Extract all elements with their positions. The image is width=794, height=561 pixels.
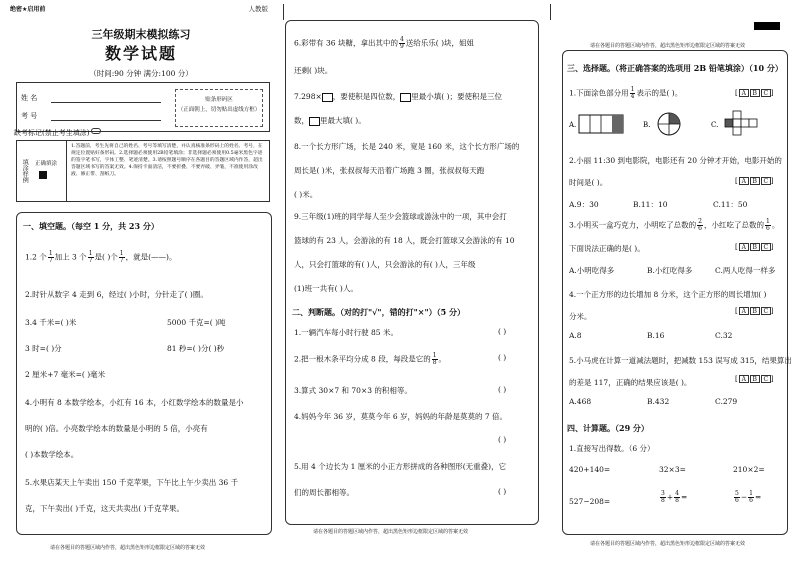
q7-text-a: 7.298× bbox=[294, 92, 322, 101]
secret-label: 绝密★启用前 bbox=[10, 6, 46, 13]
fill-sample-right: 正确填涂 bbox=[35, 161, 58, 167]
q2-2: 2.把一根木条平均分成 8 段，每段是它的 $\frac{1}{8}$ 。 bbox=[294, 352, 447, 366]
fraction-1-7-b: $\frac{1}{7}$ bbox=[88, 250, 93, 264]
column-3 bbox=[560, 0, 792, 561]
q1-9b: 篮球的有 23 人，会游泳的有 18 人，既会打篮球又会游泳的有 10 bbox=[294, 236, 515, 245]
column-1 bbox=[10, 0, 272, 561]
section-1-title: 一、填空题。（每空 1 分，共 23 分） bbox=[23, 221, 159, 231]
option-c[interactable]: C bbox=[761, 375, 771, 383]
column-2 bbox=[283, 0, 541, 561]
q6-text-a: 6.彩带有 36 块糖，拿出其中的 bbox=[294, 38, 398, 48]
column-divider bbox=[283, 4, 284, 20]
q1-9c: 人，只会打篮球的有( )人，只会游泳的有( )人，三年级 bbox=[294, 260, 476, 269]
q3-4a: 4.一个正方形的边长增加 8 分米，这个正方形的周长增加( ) bbox=[569, 290, 767, 299]
section-3-box bbox=[562, 50, 792, 535]
q2-1-answer[interactable]: ( ) bbox=[498, 327, 507, 336]
option-a[interactable]: A bbox=[739, 307, 749, 315]
option-a[interactable]: A bbox=[739, 375, 749, 383]
fraction-4-8: $\frac{4}{8}$ bbox=[675, 490, 679, 504]
q3-4b: 分米。 bbox=[569, 312, 592, 321]
fraction-4-9: $\frac{4}{9}$ bbox=[399, 36, 404, 50]
blank-square-icon bbox=[309, 117, 320, 126]
student-info-box bbox=[16, 82, 270, 132]
barcode-area bbox=[175, 89, 263, 127]
marker-bar bbox=[754, 22, 780, 30]
fill-sample-label: 填涂样例 bbox=[21, 159, 29, 183]
q3-2-opt-a: A.9：30 bbox=[569, 200, 599, 209]
q3-2-opt-c: C.11：50 bbox=[713, 200, 748, 209]
option-a[interactable]: A bbox=[739, 177, 749, 185]
exam-time: （时间:90 分钟 满分:100 分） bbox=[89, 69, 193, 78]
fraction-1-4: $\frac{1}{4}$ bbox=[630, 86, 635, 100]
fraction-1-7-a: $\frac{1}{7}$ bbox=[48, 250, 53, 264]
q1-9a: 9.三年级(1)班的同学每人至少会篮球或游泳中的一项，其中会打 bbox=[294, 212, 507, 221]
q3-5a: 5.小马虎在计算一道减法题时，把减数 153 误写成 315，结果算出 bbox=[569, 356, 792, 365]
q3-5-options: [ A B C ] bbox=[735, 375, 774, 383]
q3-1 bbox=[569, 87, 682, 100]
shape-options-figure bbox=[567, 109, 787, 139]
fraction-1-7-c: $\frac{1}{7}$ bbox=[119, 250, 124, 264]
calc-2: 32×3= bbox=[659, 465, 686, 474]
calc-3: 210×2= bbox=[733, 465, 765, 474]
option-b[interactable]: B bbox=[750, 307, 760, 315]
q1-7b bbox=[294, 115, 366, 126]
exam-title: 数学试题 bbox=[104, 44, 177, 63]
q3-2a: 2.小丽 11:30 到电影院，电影还有 20 分钟才开始，电影开始的 bbox=[569, 156, 782, 165]
q2-2-answer[interactable]: ( ) bbox=[498, 353, 507, 362]
option-b[interactable]: B bbox=[750, 375, 760, 383]
section-2-title: 二、判断题。（对的打"√"，错的打"×"）（5 分） bbox=[292, 307, 465, 317]
footer-note-2: 请在各题目的答题区域内作答，超出黑色矩形边框限定区域的答案无效 bbox=[313, 529, 469, 535]
q7-text-c: 里最小填( )；要使积是三位 bbox=[411, 92, 503, 101]
q1-text-b: 加上 3 个 bbox=[54, 252, 87, 262]
q3-3-options: [ A B C ] bbox=[735, 243, 774, 251]
calc-6: $\frac{5}{6}$ − $\frac{1}{6}$ = bbox=[735, 490, 762, 504]
q3-5-opt-a: A.468 bbox=[569, 397, 592, 406]
section-4-sub: 1.直接写出得数。（6 分） bbox=[569, 444, 655, 453]
q1-text-c: 是( )个 bbox=[94, 252, 118, 262]
q3-1-text-b: 表示的是( )。 bbox=[636, 88, 683, 98]
q2-3-answer[interactable]: ( ) bbox=[498, 385, 507, 394]
q1-4b: 明的( )倍。小亮数学绘本的数量是小明的 5 倍，小亮有 bbox=[25, 424, 208, 433]
fraction-1-6: $\frac{1}{6}$ bbox=[765, 218, 770, 232]
q3-2-options: [ A B C ] bbox=[735, 177, 774, 185]
option-c[interactable]: C bbox=[761, 177, 771, 185]
q1-8c: ( )米。 bbox=[294, 190, 318, 199]
q1-3c: 3 时=( )分 bbox=[25, 344, 62, 353]
q3-4-opt-a: A.8 bbox=[569, 331, 582, 340]
q1-text-d: ，就是(——)。 bbox=[125, 252, 177, 262]
q2-5b: 们的周长都相等。 bbox=[294, 488, 354, 497]
filled-mark-icon bbox=[39, 171, 47, 179]
q3-5-opt-c: C.279 bbox=[715, 397, 738, 406]
option-a[interactable]: A bbox=[739, 243, 749, 251]
option-c[interactable]: C bbox=[761, 89, 771, 97]
q1-3d: 81 秒=( )分( )秒 bbox=[167, 344, 225, 353]
fraction-2-6: $\frac{2}{6}$ bbox=[698, 218, 702, 232]
option-a[interactable]: A bbox=[739, 89, 749, 97]
shape-c-label: C. bbox=[711, 121, 719, 129]
q1-8a: 8.一个长方形广场，长是 240 米，宽是 160 米，这个长方形广场的 bbox=[294, 142, 520, 151]
q1-6a bbox=[294, 37, 474, 50]
q2-2-text: 2.把一根木条平均分成 8 段，每段是它的 bbox=[294, 354, 431, 364]
exam-subtitle: 三年级期末模拟练习 bbox=[91, 28, 191, 41]
absent-mark bbox=[14, 128, 89, 138]
shape-a-label: A. bbox=[569, 121, 577, 129]
blank-square-icon bbox=[400, 93, 411, 102]
name-label: 姓 名 bbox=[21, 94, 38, 102]
footer-note-3: 请在各题目的答题区域内作答，超出黑色矩形边框限定区域的答案无效 bbox=[590, 541, 746, 547]
q1-5b: 克，下午卖出( )千克，这天共卖出( )千克苹果。 bbox=[25, 504, 184, 513]
option-b[interactable]: B bbox=[750, 243, 760, 251]
exam-number-field[interactable] bbox=[51, 120, 161, 121]
q3-1-options: [ A B C ] bbox=[735, 89, 774, 97]
q1-3e: 2 厘米+7 毫米=( )毫米 bbox=[25, 370, 106, 379]
q2-4-answer[interactable]: ( ) bbox=[498, 435, 507, 444]
q1-6b: 还剩( )块。 bbox=[294, 66, 333, 75]
q3-5b: 的差是 117，正确的结果应该是( )。 bbox=[569, 378, 692, 387]
q2-5-answer[interactable]: ( ) bbox=[498, 487, 507, 496]
q2-3: 3.算式 30×7 和 70×3 的积相等。 bbox=[294, 386, 412, 395]
q3-3-text-a: 3.小明买一盒巧克力，小明吃了总数的 bbox=[569, 220, 697, 230]
exam-number-label: 考 号 bbox=[21, 112, 38, 120]
q3-3-opt-b: B.小红吃得多 bbox=[647, 266, 693, 275]
calc-1: 420+140= bbox=[569, 465, 611, 474]
fraction-1-8: $\frac{1}{8}$ bbox=[432, 352, 437, 366]
q1-9d: (1)班一共有( )人。 bbox=[294, 284, 358, 293]
option-c[interactable]: C bbox=[761, 243, 771, 251]
q3-3-opt-c: C.两人吃得一样多 bbox=[715, 266, 776, 275]
q3-4-opt-c: C.32 bbox=[715, 331, 733, 340]
q1-3a: 3.4 千米=( )米 bbox=[25, 318, 77, 327]
barcode-title: 贴条形码区 bbox=[205, 97, 233, 103]
absent-checkbox[interactable] bbox=[91, 128, 101, 134]
section-4-title: 四、计算题。（29 分） bbox=[567, 423, 649, 433]
section-1-continued-box bbox=[285, 20, 539, 525]
option-b[interactable]: B bbox=[750, 89, 760, 97]
q1-text-a: 1.2 个 bbox=[25, 252, 47, 262]
option-c[interactable]: C bbox=[761, 307, 771, 315]
option-b[interactable]: B bbox=[750, 177, 760, 185]
q7-text-d: 数， bbox=[294, 116, 309, 125]
instructions-box bbox=[16, 140, 270, 202]
q2-4: 4.妈妈今年 36 岁，莫莫今年 6 岁，妈妈的年龄是莫莫的 7 倍。 bbox=[294, 412, 508, 421]
q3-2b: 时间是( )。 bbox=[569, 178, 608, 187]
q3-3-opt-a: A.小明吃得多 bbox=[569, 266, 615, 275]
blank-square-icon bbox=[322, 93, 333, 102]
q1-4c: ( )本数学绘本。 bbox=[25, 450, 79, 459]
shape-c bbox=[725, 111, 757, 135]
q3-3-text-b: ，小红吃了总数的 bbox=[703, 220, 764, 230]
q3-1-text-a: 1.下面涂色部分用 bbox=[569, 88, 629, 98]
shape-b-label: B. bbox=[643, 121, 651, 129]
column-divider bbox=[550, 4, 551, 20]
fraction-3-8: $\frac{3}{8}$ bbox=[661, 490, 665, 504]
q2-5a: 5.用 4 个边长为 1 厘米的小正方形拼成的各种图形(无重叠)，它 bbox=[294, 462, 507, 471]
barcode-note: （正面朝上，切勿贴出虚线方框） bbox=[177, 106, 261, 113]
instructions-text: 1.答题前，考生先将自己的姓名、考号等填写清楚，并认真核准条形码上的姓名、考号，在规定位置贴好条形码。2.选择题必须使用2B铅笔填涂；非选择题必须使用0.5毫米黑色字迹的签字笔书写，字体工整、笔迹清楚。3.请按照题号顺序在各题目的答题区域内作答，超出答题区域书写的答案无效。4.保持卡面清洁，不要折叠、不要弄破、弄皱，不准使用涂改液、修正带、刮纸刀。 bbox=[71, 144, 263, 177]
q1-4a: 4.小明有 8 本数学绘本，小红有 16 本，小红数学绘本的数量是小 bbox=[25, 398, 244, 407]
q3-5-opt-b: B.432 bbox=[647, 397, 670, 406]
fill-sample bbox=[17, 141, 67, 201]
q1-5a: 5.水果店某天上午卖出 150 千克苹果，下午比上午少卖出 36 千 bbox=[25, 478, 239, 487]
q3-3a: 3.小明买一盒巧克力，小明吃了总数的 $\frac{2}{6}$ ，小红吃了总数的 $\frac{1}{6}$ 。 bbox=[569, 218, 780, 232]
calc-4: 527−208= bbox=[569, 497, 611, 506]
fraction-5-6: $\frac{5}{6}$ bbox=[735, 490, 739, 504]
footer-note-1: 请在各题目的答题区域内作答，超出黑色矩形边框限定区域的答案无效 bbox=[50, 545, 206, 551]
q3-4-opt-b: B.16 bbox=[647, 331, 665, 340]
q1-8b: 周长是( )米，张叔叔每天沿着广场跑 3 圈，张叔叔每天跑 bbox=[294, 166, 485, 175]
section-1-box bbox=[16, 212, 272, 535]
q1-1 bbox=[25, 251, 176, 264]
calc-5: $\frac{3}{8}$ + $\frac{4}{8}$ = bbox=[661, 490, 688, 504]
q3-4-options: [ A B C ] bbox=[735, 307, 774, 315]
fraction-1-6-b: $\frac{1}{6}$ bbox=[749, 490, 753, 504]
section-3-title: 三、选择题。（将正确答案的选项用 2B 铅笔填涂）（10 分） bbox=[567, 63, 783, 73]
header-note-3: 请在各题目的答题区域内作答，超出黑色矩形边框限定区域的答案无效 bbox=[590, 43, 746, 49]
q1-7a bbox=[294, 91, 502, 102]
q3-3b: 下面说法正确的是( )。 bbox=[569, 244, 645, 253]
q2-1: 1.一辆汽车每小时行驶 85 米。 bbox=[294, 328, 398, 337]
absent-mark-label: 缺考标记(禁止考生填涂) bbox=[14, 129, 90, 137]
q1-2: 2.时针从数字 4 走到 6，经过( )小时，分针走了( )圈。 bbox=[25, 290, 208, 299]
q7-text-b: ，要使积是四位数， bbox=[332, 92, 401, 101]
q1-3b: 5000 千克=( )吨 bbox=[167, 318, 226, 327]
q6-text-b: 送给乐乐( )块，姐姐 bbox=[405, 38, 475, 48]
q3-2-opt-b: B.11：10 bbox=[633, 200, 668, 209]
name-field[interactable] bbox=[51, 102, 161, 103]
q7-text-e: 里最大填( )。 bbox=[320, 116, 366, 125]
edition-label: 人教版 bbox=[248, 5, 268, 13]
